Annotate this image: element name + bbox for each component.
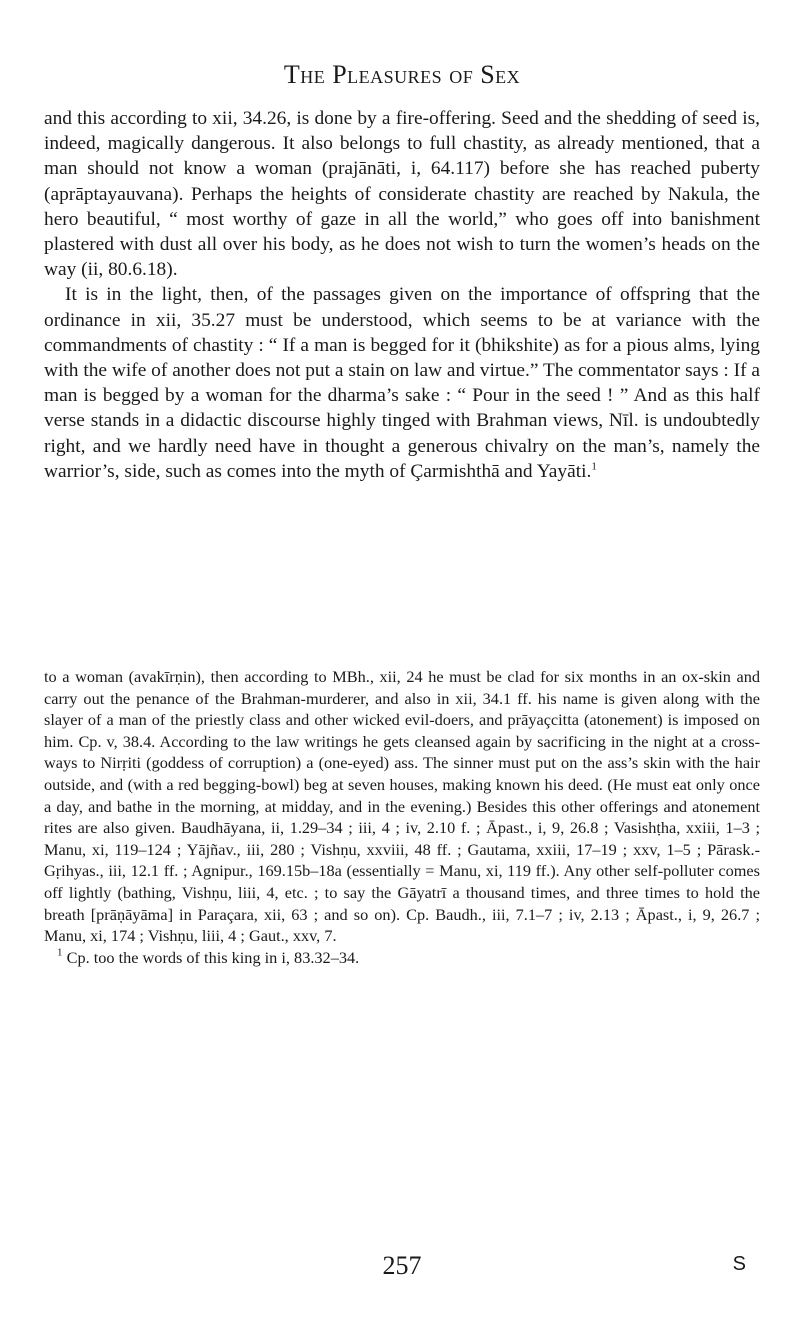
page-number: 257	[382, 1251, 422, 1280]
footnote-continuation: to a woman (avakīrṇin), then according to MBh., xii, 24 he must be clad for six months in an ox-skin and carry out the penance of the Brahman-murderer, and also in xii, 34.1 ff. his name is given along with the slayer of a man of the priestly class and other wicked evil-doers, and prāyaçcitta (atonement) is imposed on him. Cp. v, 38.4. According to the law writings he gets cleansed again by sacrificing in the night at a cross-ways to Nirṛiti (goddess of corruption) a (one-eyed) ass. The sinner must put on the ass’s skin with the hair outside, and (with a red begging-bowl) beg at seven houses, making known his deed. (He must eat only once a day, and bathe in the morning, at midday, and in the evening.) Besides this other offerings and atonement rites are also given. Baudhāyana, ii, 1.29–34 ; iii, 4 ; iv, 2.10 f. ; Āpast., i, 9, 26.8 ; Vasishṭha, xxiii, 1–3 ; Manu, xi, 119–124 ; Yājñav., iii, 280 ; Vishṇu, xxviii, 48 ff. ; Gautama, xxiii, 17–19 ; xxv, 1–5 ; Pārask.-Gṛihyas., iii, 12.1 ff. ; Agnipur., 169.15b–18a (essentially = Manu, xi, 119 ff.). Any other self-polluter comes off lightly (bathing, Vishṇu, liii, 4, etc. ; to say the Gāyatrī a thousand times, and three times to hold the breath [prāṇāyāma] in Paraçara, xii, 63 ; and so on). Cp. Baudh., iii, 7.1–7 ; iv, 2.13 ; Āpast., i, 9, 26.7 ; Manu, xi, 174 ; Vishṇu, liii, 4 ; Gaut., xxv, 7.	[44, 667, 760, 946]
body-paragraph: and this according to xii, 34.26, is done by a fire-offering. Seed and the shedding of seed is, indeed, magically dangerous. It also belongs to full chastity, as already mentioned, that a man should not know a woman (prajānāti, i, 64.117) before she has reached puberty (aprāptayauvana). Perhaps the heights of considerate chastity are reached by Nakula, the hero beautiful, “ most worthy of gaze in all the world,” who goes off into banishment plastered with dust all over his body, as he does not wish to turn the women’s heads on the way (ii, 80.6.18).	[44, 108, 760, 281]
body-paragraph	[44, 282, 760, 484]
page-footer	[44, 1251, 760, 1285]
footnote-reference: 1	[591, 460, 597, 473]
footnote-1-text: Cp. too the words of this king in i, 83.32–34.	[66, 947, 360, 967]
running-head: The Pleasures of Sex	[283, 60, 521, 89]
footnote-1	[44, 947, 760, 969]
main-text	[44, 106, 760, 484]
footnotes	[44, 666, 760, 968]
body-paragraph-text: It is in the light, then, of the passages given on the importance of offspring that the ordinance in xii, 35.27 must be understood, which seems to be at variance with the commandments of chastity : “ If a man is begged for it (bhikshite) as for a pious alms, lying with the wife of another does not put a stain on law and virtue.” The commentator says : If a man is begged by a woman for the dharma’s sake : “ Pour in the seed ! ” And as this half verse stands in a didactic discourse highly tinged with Brahman views, Nīl. is undoubtedly right, and we hardly need have in thought a generous chivalry on the man’s, namely the warrior’s, side, such as comes into the myth of Çarmishthā and Yayāti.	[44, 284, 760, 482]
footnote-marker: 1	[57, 946, 63, 959]
signature-mark: S	[732, 1253, 746, 1275]
book-page	[44, 0, 760, 1332]
